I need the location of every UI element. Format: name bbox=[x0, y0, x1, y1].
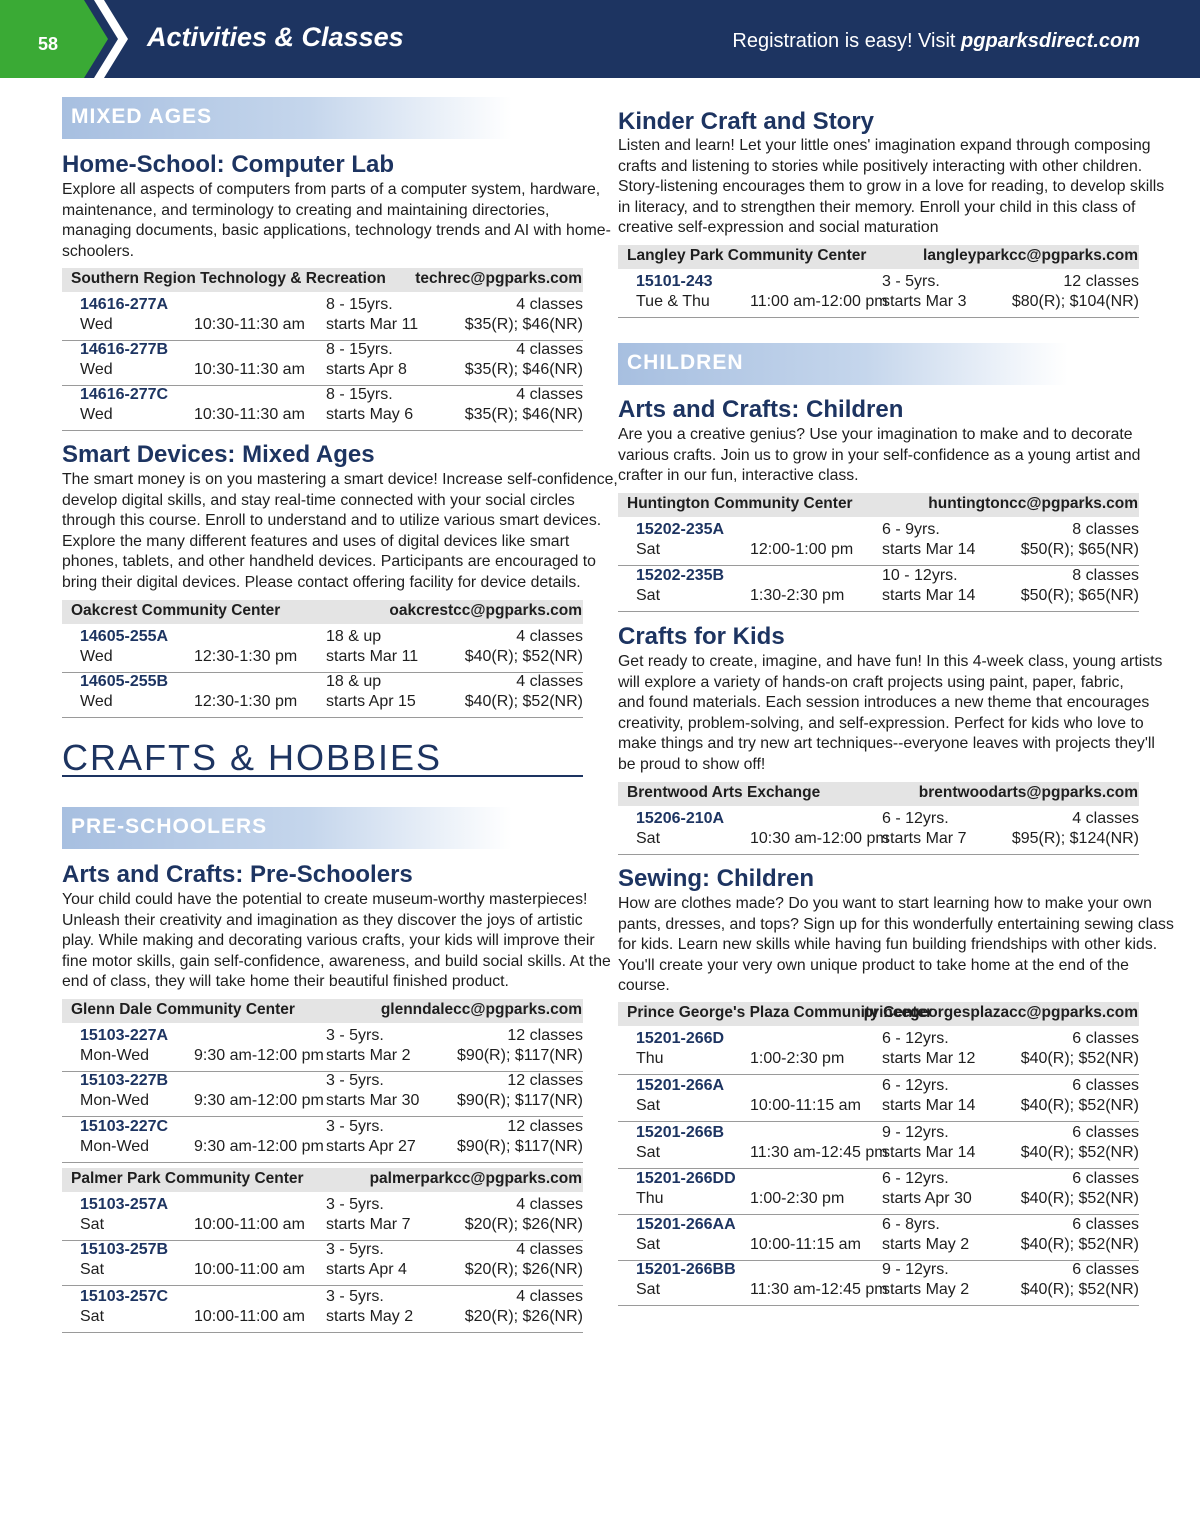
class-start: starts Apr 27 bbox=[326, 1138, 416, 1155]
class-row bbox=[618, 1261, 1139, 1306]
description-line: managing documents, basic applications, technology trends and AI with home- bbox=[62, 222, 611, 240]
class-start: starts Apr 8 bbox=[326, 361, 407, 378]
class-start: starts May 2 bbox=[326, 1308, 414, 1325]
class-start: starts Mar 11 bbox=[326, 316, 419, 333]
course-code: 15201-266A bbox=[636, 1077, 725, 1094]
description-line: for kids. Learn new skills while having fun building friendships with other kids. bbox=[618, 936, 1158, 954]
registration-banner bbox=[732, 30, 1140, 53]
mixed-ages-band bbox=[62, 97, 512, 139]
location-header bbox=[62, 1168, 583, 1192]
course-code: 15201-266B bbox=[636, 1124, 725, 1141]
description-line: Your child could have the potential to create museum-worthy masterpieces! bbox=[62, 891, 588, 908]
class-fee: $20(R); $26(NR) bbox=[464, 1261, 583, 1278]
class-time: 10:00-11:15 am bbox=[750, 1236, 861, 1253]
registration-text: Registration is easy! Visit bbox=[732, 30, 962, 52]
class-days: Wed bbox=[80, 316, 113, 333]
location-email[interactable]: langleyparkcc@pgparks.com bbox=[923, 247, 1138, 264]
class-row bbox=[618, 1170, 1139, 1215]
class-fee: $90(R); $117(NR) bbox=[457, 1047, 583, 1064]
class-ages: 6 - 9yrs. bbox=[882, 521, 940, 538]
class-count: 8 classes bbox=[1072, 521, 1139, 538]
class-fee: $40(R); $52(NR) bbox=[1020, 1236, 1139, 1253]
class-days: Sat bbox=[636, 1236, 661, 1253]
class-row bbox=[618, 567, 1139, 612]
class-count: 12 classes bbox=[507, 1072, 583, 1089]
description-line: course. bbox=[618, 977, 670, 995]
class-count: 12 classes bbox=[507, 1027, 583, 1044]
class-start: starts Mar 14 bbox=[882, 1097, 976, 1114]
class-count: 12 classes bbox=[1063, 273, 1139, 290]
class-row bbox=[62, 628, 583, 673]
children-heading: CHILDREN bbox=[627, 351, 744, 374]
class-days: Mon-Wed bbox=[80, 1138, 150, 1155]
course-code: 15103-257A bbox=[80, 1196, 169, 1213]
description-line: Listen and learn! Let your little ones' imagination expand through composing bbox=[618, 137, 1151, 154]
class-count: 6 classes bbox=[1072, 1077, 1139, 1094]
location-name: Glenn Dale Community Center bbox=[71, 1001, 295, 1018]
class-row bbox=[618, 1124, 1139, 1169]
class-start: starts Mar 7 bbox=[882, 830, 967, 847]
description-line: crafts and listening to stories while positively interacting with other children. bbox=[618, 157, 1143, 175]
class-time: 1:00-2:30 pm bbox=[750, 1190, 845, 1207]
class-row bbox=[62, 673, 583, 718]
location-header bbox=[618, 782, 1139, 806]
course-description bbox=[618, 136, 1165, 239]
class-row bbox=[618, 1216, 1139, 1261]
pre-schoolers-heading: PRE-SCHOOLERS bbox=[71, 815, 268, 838]
location-header bbox=[62, 999, 583, 1023]
class-days: Wed bbox=[80, 406, 113, 423]
class-row bbox=[62, 1241, 583, 1286]
class-ages: 6 - 8yrs. bbox=[882, 1216, 940, 1233]
class-ages: 6 - 12yrs. bbox=[882, 1077, 949, 1094]
class-fee: $35(R); $46(NR) bbox=[464, 406, 583, 423]
class-row bbox=[618, 1030, 1139, 1075]
class-ages: 8 - 15yrs. bbox=[326, 296, 393, 313]
class-count: 4 classes bbox=[516, 341, 583, 358]
description-line: end of class, they will take home their beautiful finished product. bbox=[62, 973, 509, 991]
class-time: 10:00-11:00 am bbox=[194, 1216, 305, 1233]
class-ages: 3 - 5yrs. bbox=[326, 1241, 384, 1258]
class-start: starts Mar 30 bbox=[326, 1092, 420, 1109]
location-email[interactable]: palmerparkcc@pgparks.com bbox=[369, 1170, 582, 1187]
class-days: Sat bbox=[636, 830, 661, 847]
class-count: 4 classes bbox=[516, 1196, 583, 1213]
class-ages: 9 - 12yrs. bbox=[882, 1124, 949, 1141]
class-start: starts Mar 2 bbox=[326, 1047, 411, 1064]
class-time: 11:30 am-12:45 pm bbox=[750, 1281, 888, 1298]
class-ages: 3 - 5yrs. bbox=[326, 1196, 384, 1213]
class-time: 9:30 am-12:00 pm bbox=[194, 1047, 324, 1064]
class-days: Wed bbox=[80, 361, 113, 378]
class-days: Wed bbox=[80, 648, 113, 665]
class-ages: 9 - 12yrs. bbox=[882, 1261, 949, 1278]
course-code: 15101-243 bbox=[636, 273, 713, 290]
class-count: 4 classes bbox=[516, 386, 583, 403]
class-fee: $40(R); $52(NR) bbox=[1020, 1281, 1139, 1298]
class-row bbox=[618, 521, 1139, 566]
class-fee: $20(R); $26(NR) bbox=[464, 1216, 583, 1233]
description-line: creativity, problem-solving, and self-expression. Perfect for kids who love to bbox=[618, 714, 1144, 732]
course-code: 15202-235A bbox=[636, 521, 725, 538]
page-tab-shape bbox=[0, 0, 128, 78]
description-line: Unleash their creativity and imagination as they discover the joys of artistic bbox=[62, 911, 583, 929]
class-time: 9:30 am-12:00 pm bbox=[194, 1092, 324, 1109]
location-name: Oakcrest Community Center bbox=[71, 602, 281, 619]
class-time: 12:00-1:00 pm bbox=[750, 541, 854, 558]
class-count: 6 classes bbox=[1072, 1216, 1139, 1233]
location-name: Brentwood Arts Exchange bbox=[627, 784, 821, 801]
course-title: Kinder Craft and Story bbox=[618, 108, 875, 135]
class-fee: $90(R); $117(NR) bbox=[457, 1138, 583, 1155]
location-name: Huntington Community Center bbox=[627, 495, 853, 512]
description-line: through this course. Enroll to understand and to utilize various smart devices. bbox=[62, 512, 602, 530]
class-count: 12 classes bbox=[507, 1118, 583, 1135]
description-line: fine motor skills, gain self-confidence, awareness, and build social skills. At the bbox=[62, 952, 611, 970]
location-name: Palmer Park Community Center bbox=[71, 1170, 304, 1187]
class-start: starts Mar 12 bbox=[882, 1050, 976, 1067]
course-code: 14616-277A bbox=[80, 296, 169, 313]
course-title: Sewing: Children bbox=[618, 865, 815, 892]
class-start: starts Mar 14 bbox=[882, 1144, 976, 1161]
course-code: 15103-257C bbox=[80, 1288, 169, 1305]
class-ages: 3 - 5yrs. bbox=[326, 1072, 384, 1089]
location-header bbox=[62, 600, 583, 624]
class-fee: $50(R); $65(NR) bbox=[1020, 541, 1139, 558]
location-name: Southern Region Technology & Recreation bbox=[71, 270, 386, 287]
course-title: Smart Devices: Mixed Ages bbox=[62, 441, 375, 468]
location-email[interactable]: oakcrestcc@pgparks.com bbox=[389, 602, 582, 619]
class-days: Sat bbox=[636, 541, 661, 558]
course-title: Arts and Crafts: Children bbox=[618, 396, 904, 423]
course-code: 15103-257B bbox=[80, 1241, 169, 1258]
description-line: creative self-expression and social maturation bbox=[618, 219, 939, 237]
class-fee: $35(R); $46(NR) bbox=[464, 361, 583, 378]
description-line: and found materials. Each session introduces a new theme that encourages bbox=[618, 694, 1150, 712]
class-row bbox=[618, 1077, 1139, 1122]
class-start: starts Mar 11 bbox=[326, 648, 419, 665]
class-time: 11:30 am-12:45 pm bbox=[750, 1144, 888, 1161]
class-days: Tue & Thu bbox=[636, 293, 710, 310]
class-row bbox=[62, 1118, 583, 1163]
class-start: starts May 6 bbox=[326, 406, 414, 423]
class-fee: $40(R); $52(NR) bbox=[1020, 1050, 1139, 1067]
course-code: 15201-266AA bbox=[636, 1216, 736, 1233]
registration-link[interactable]: pgparksdirect.com bbox=[961, 30, 1140, 52]
mixed-ages-heading: MIXED AGES bbox=[71, 105, 213, 128]
class-ages: 3 - 5yrs. bbox=[326, 1027, 384, 1044]
class-row bbox=[62, 1072, 583, 1117]
class-fee: $90(R); $117(NR) bbox=[457, 1092, 583, 1109]
location-email[interactable]: brentwoodarts@pgparks.com bbox=[918, 784, 1138, 801]
class-ages: 8 - 15yrs. bbox=[326, 386, 393, 403]
class-fee: $40(R); $52(NR) bbox=[464, 648, 583, 665]
class-count: 6 classes bbox=[1072, 1170, 1139, 1187]
class-days: Sat bbox=[80, 1216, 105, 1233]
location-header bbox=[618, 245, 1139, 269]
class-days: Sat bbox=[636, 1097, 661, 1114]
class-days: Sat bbox=[636, 1144, 661, 1161]
description-line: phones, tablets, and other handheld devices. Participants are encouraged to bbox=[62, 553, 596, 571]
class-row bbox=[62, 1196, 583, 1241]
class-count: 6 classes bbox=[1072, 1124, 1139, 1141]
description-line: crafter in our fun, interactive class. bbox=[618, 467, 859, 485]
class-count: 8 classes bbox=[1072, 567, 1139, 584]
course-code: 15201-266DD bbox=[636, 1170, 736, 1187]
class-ages: 8 - 15yrs. bbox=[326, 341, 393, 358]
course-code: 14605-255A bbox=[80, 628, 169, 645]
class-ages: 3 - 5yrs. bbox=[326, 1288, 384, 1305]
pre-schoolers-band bbox=[62, 807, 512, 849]
description-line: be proud to show off! bbox=[618, 755, 766, 773]
class-start: starts May 2 bbox=[882, 1236, 970, 1253]
course-code: 14616-277C bbox=[80, 386, 169, 403]
class-time: 10:30-11:30 am bbox=[194, 316, 305, 333]
class-days: Thu bbox=[636, 1190, 664, 1207]
section-title: Activities & Classes bbox=[147, 22, 404, 52]
description-line: in literacy, and to strengthen their memory. Enroll your child in this class of bbox=[618, 198, 1136, 216]
page-header bbox=[0, 0, 1200, 78]
class-start: starts Mar 14 bbox=[882, 587, 976, 604]
page-number: 58 bbox=[38, 34, 59, 54]
class-start: starts May 2 bbox=[882, 1281, 970, 1298]
description-line: schoolers. bbox=[62, 242, 134, 260]
class-days: Sat bbox=[636, 587, 661, 604]
class-fee: $20(R); $26(NR) bbox=[464, 1308, 583, 1325]
class-fee: $50(R); $65(NR) bbox=[1020, 587, 1139, 604]
class-time: 9:30 am-12:00 pm bbox=[194, 1138, 324, 1155]
class-ages: 6 - 12yrs. bbox=[882, 810, 949, 827]
description-line: develop digital skills, and stay real-time connected with your social circles bbox=[62, 491, 575, 509]
class-start: starts Apr 4 bbox=[326, 1261, 407, 1278]
class-row bbox=[618, 810, 1139, 855]
course-description bbox=[618, 652, 1163, 776]
course-description bbox=[62, 180, 611, 262]
location-header bbox=[62, 268, 583, 292]
description-line: Get ready to create, imagine, and have fun! In this 4-week class, young artists bbox=[618, 653, 1163, 670]
description-line: Explore the many different features and uses of digital devices like smart bbox=[62, 532, 570, 550]
class-count: 6 classes bbox=[1072, 1261, 1139, 1278]
location-email[interactable]: huntingtoncc@pgparks.com bbox=[928, 495, 1138, 512]
class-time: 10:00-11:15 am bbox=[750, 1097, 861, 1114]
class-time: 10:30-11:30 am bbox=[194, 361, 305, 378]
course-description bbox=[618, 425, 1139, 487]
page-number-tab bbox=[0, 0, 128, 78]
class-time: 10:30-11:30 am bbox=[194, 406, 305, 423]
class-start: starts Mar 7 bbox=[326, 1216, 411, 1233]
class-days: Mon-Wed bbox=[80, 1047, 150, 1064]
course-title: Arts and Crafts: Pre-Schoolers bbox=[62, 861, 413, 888]
class-ages: 10 - 12yrs. bbox=[882, 567, 958, 584]
children-band bbox=[618, 343, 1068, 385]
location-name: Langley Park Community Center bbox=[627, 247, 867, 264]
class-ages: 3 - 5yrs. bbox=[326, 1118, 384, 1135]
class-start: starts Mar 3 bbox=[882, 293, 967, 310]
class-row bbox=[62, 296, 583, 341]
class-time: 11:00 am-12:00 pm bbox=[750, 293, 888, 310]
location-name: Prince George's Plaza Community Center bbox=[627, 1004, 933, 1021]
crafts-hobbies-heading: CRAFTS & HOBBIES bbox=[62, 737, 583, 777]
course-code: 15103-227C bbox=[80, 1118, 169, 1135]
description-line: maintenance, and terminology to creating and maintaining directories, bbox=[62, 201, 550, 219]
class-row bbox=[62, 1288, 583, 1333]
class-ages: 6 - 12yrs. bbox=[882, 1030, 949, 1047]
class-ages: 18 & up bbox=[326, 628, 382, 645]
class-days: Sat bbox=[80, 1308, 105, 1325]
class-time: 1:00-2:30 pm bbox=[750, 1050, 845, 1067]
description-line: How are clothes made? Do you want to start learning how to make your own bbox=[618, 895, 1152, 912]
course-description bbox=[62, 470, 618, 594]
class-ages: 18 & up bbox=[326, 673, 382, 690]
course-code: 15201-266D bbox=[636, 1030, 725, 1047]
description-line: will explore a variety of hands-on craft projects using paint, paper, fabric, bbox=[618, 673, 1124, 691]
description-line: The smart money is on you mastering a smart device! Increase self-confidence, bbox=[62, 471, 618, 488]
course-code: 14616-277B bbox=[80, 341, 169, 358]
course-description bbox=[62, 890, 611, 993]
course-code: 15206-210A bbox=[636, 810, 725, 827]
location-email[interactable]: techrec@pgparks.com bbox=[415, 270, 582, 287]
description-line: bring their digital devices. Please contact offering facility for device details. bbox=[62, 573, 581, 591]
location-header bbox=[618, 1002, 1139, 1026]
description-line: various crafts. Join us to grow in your self-confidence as a young artist and bbox=[618, 446, 1141, 464]
class-time: 1:30-2:30 pm bbox=[750, 587, 845, 604]
class-ages: 6 - 12yrs. bbox=[882, 1170, 949, 1187]
class-count: 4 classes bbox=[516, 1288, 583, 1305]
class-count: 4 classes bbox=[516, 628, 583, 645]
class-count: 4 classes bbox=[1072, 810, 1139, 827]
course-description bbox=[618, 894, 1174, 997]
class-time: 12:30-1:30 pm bbox=[194, 693, 298, 710]
class-fee: $35(R); $46(NR) bbox=[464, 316, 583, 333]
course-title: Crafts for Kids bbox=[618, 623, 785, 650]
class-time: 12:30-1:30 pm bbox=[194, 648, 298, 665]
class-time: 10:00-11:00 am bbox=[194, 1308, 305, 1325]
course-code: 15202-235B bbox=[636, 567, 725, 584]
class-row bbox=[62, 341, 583, 386]
description-line: play. While making and decorating various crafts, your kids will improve their bbox=[62, 932, 595, 950]
class-count: 4 classes bbox=[516, 673, 583, 690]
class-fee: $80(R); $104(NR) bbox=[1011, 293, 1139, 310]
location-email[interactable]: princegeorgesplazacc@pgparks.com bbox=[863, 1004, 1138, 1021]
class-start: starts Apr 30 bbox=[882, 1190, 972, 1207]
description-line: Are you a creative genius? Use your imagination to make and to decorate bbox=[618, 426, 1133, 443]
class-fee: $40(R); $52(NR) bbox=[464, 693, 583, 710]
description-line: Story-listening encourages them to grow in a love for reading, to develop skills bbox=[618, 178, 1165, 196]
class-count: 4 classes bbox=[516, 296, 583, 313]
class-days: Thu bbox=[636, 1050, 664, 1067]
class-days: Mon-Wed bbox=[80, 1092, 150, 1109]
class-time: 10:30 am-12:00 pm bbox=[750, 830, 889, 847]
class-fee: $40(R); $52(NR) bbox=[1020, 1190, 1139, 1207]
class-fee: $95(R); $124(NR) bbox=[1011, 830, 1139, 847]
class-count: 6 classes bbox=[1072, 1030, 1139, 1047]
class-days: Sat bbox=[80, 1261, 105, 1278]
class-time: 10:00-11:00 am bbox=[194, 1261, 305, 1278]
class-start: starts Apr 15 bbox=[326, 693, 416, 710]
class-row bbox=[62, 1027, 583, 1072]
class-count: 4 classes bbox=[516, 1241, 583, 1258]
class-fee: $40(R); $52(NR) bbox=[1020, 1144, 1139, 1161]
description-line: You'll create your very own unique product to take home at the end of the bbox=[618, 956, 1129, 974]
class-row bbox=[62, 386, 583, 431]
location-email[interactable]: glenndalecc@pgparks.com bbox=[380, 1001, 582, 1018]
class-ages: 3 - 5yrs. bbox=[882, 273, 940, 290]
class-days: Wed bbox=[80, 693, 113, 710]
course-title: Home-School: Computer Lab bbox=[62, 151, 395, 178]
course-code: 15201-266BB bbox=[636, 1261, 736, 1278]
course-code: 15103-227A bbox=[80, 1027, 169, 1044]
course-code: 15103-227B bbox=[80, 1072, 169, 1089]
description-line: Explore all aspects of computers from parts of a computer system, hardware, bbox=[62, 181, 601, 198]
class-fee: $40(R); $52(NR) bbox=[1020, 1097, 1139, 1114]
course-code: 14605-255B bbox=[80, 673, 169, 690]
class-row bbox=[618, 273, 1139, 318]
description-line: pants, dresses, and tops? Sign up for this wonderfully entertaining sewing class bbox=[618, 915, 1174, 933]
location-header bbox=[618, 493, 1139, 517]
class-days: Sat bbox=[636, 1281, 661, 1298]
class-start: starts Mar 14 bbox=[882, 541, 976, 558]
description-line: make things and try new art techniques--everyone leaves with projects they'll bbox=[618, 735, 1155, 753]
